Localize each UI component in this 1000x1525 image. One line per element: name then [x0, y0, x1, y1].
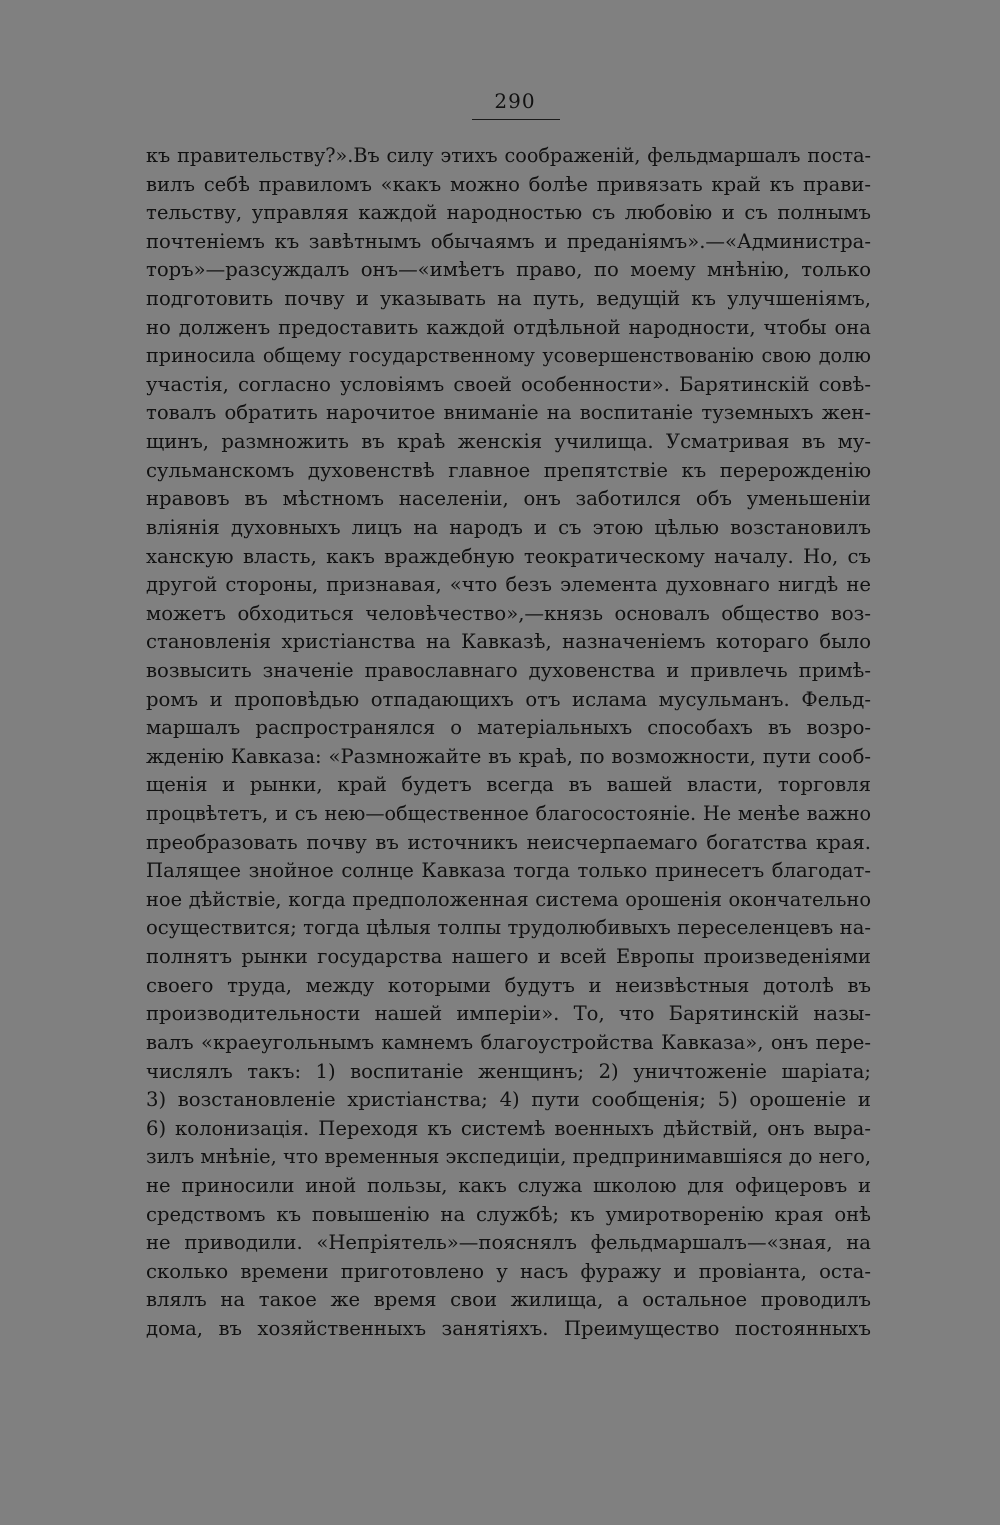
text-line: средствомъ къ повышенiю на службѣ; къ умиротворенiю края онѣ [146, 1202, 871, 1226]
text-line: участiя, согласно условiямъ своей особенности». Барятинскiй совѣ- [146, 372, 871, 396]
page-number: 290 [494, 89, 536, 113]
text-line: полнятъ рынки государства нашего и всей Европы произведенiями [146, 945, 871, 969]
text-line: числялъ такъ: 1) воспитанiе женщинъ; 2) уничтоженiе шарiата; [146, 1059, 871, 1083]
text-line: щенiя и рынки, край будетъ всегда въ вашей власти, торговля [146, 773, 871, 797]
text-line: зилъ мнѣнiе, что временныя экспедицiи, предпринимавшiяся до него, [146, 1145, 871, 1169]
text-line: ханскую власть, какъ враждебную теократическому началу. Но, съ [146, 544, 871, 568]
text-line: къ правительству?».Въ силу этихъ соображенiй, фельдмаршалъ поста- [146, 144, 871, 167]
text-line: тельству, управляя каждой народностью съ любовiю и съ полнымъ [146, 201, 871, 225]
text-line: нравовъ въ мѣстномъ населенiи, онъ заботился объ уменьшенiи [146, 487, 871, 511]
text-line: 6) колонизацiя. Переходя къ системѣ военныхъ дѣйствiй, онъ выра- [146, 1116, 871, 1140]
text-line: дома, въ хозяйственныхъ занятiяхъ. Преимущество постоянныхъ [146, 1316, 871, 1340]
text-line: сульманскомъ духовенствѣ главное препятствiе къ перерожденiю [146, 458, 871, 482]
page-number-rule [472, 119, 560, 120]
text-line: влiянiя духовныхъ лицъ на народъ и съ этою цѣлью возстановилъ [146, 515, 871, 539]
text-line: приносила общему государственному усовершенствованiю свою долю [146, 344, 871, 368]
text-line: валъ «краеугольнымъ камнемъ благоустройства Кавказа», онъ пере- [146, 1030, 871, 1054]
text-line: жденiю Кавказа: «Размножайте въ краѣ, по возможности, пути сооб- [146, 744, 871, 768]
text-line: почтенiемъ къ завѣтнымъ обычаямъ и преданiямъ».—«Администра- [146, 229, 871, 253]
text-line: ромъ и проповѣдью отпадающихъ отъ ислама мусульманъ. Фельд- [146, 687, 871, 711]
text-line: но долженъ предоставить каждой отдѣльной народности, чтобы она [146, 315, 871, 339]
text-line: возвысить значенiе православнаго духовенства и привлечь примѣ- [146, 658, 871, 682]
text-line: производительности нашей имперiи». То, что Барятинскiй назы- [146, 1002, 871, 1026]
text-line: преобразовать почву въ источникъ неисчерпаемаго богатства края. [146, 830, 871, 854]
text-line: не приводили. «Непрiятель»—пояснялъ фельдмаршалъ—«зная, на [146, 1231, 871, 1255]
text-line: подготовить почву и указывать на путь, ведущiй къ улучшенiямъ, [146, 287, 871, 311]
body-text [146, 142, 871, 1344]
text-line: осуществится; тогда цѣлыя толпы трудолюбивыхъ переселенцевъ на- [146, 916, 871, 940]
text-line: своего труда, между которыми будутъ и неизвѣстныя дотолѣ въ [146, 973, 871, 997]
text-line: Палящее знойное солнце Кавказа тогда только принесетъ благодат- [146, 859, 871, 883]
text-line: торъ»—разсуждалъ онъ—«имѣетъ право, по моему мнѣнiю, только [146, 258, 871, 282]
text-line: можетъ обходиться человѣчество»,—князь основалъ общество воз- [146, 601, 871, 625]
text-line: влялъ на такое же время свои жилища, а остальное проводилъ [146, 1288, 871, 1312]
text-line: становленiя христiанства на Кавказѣ, назначенiемъ котораго было [146, 630, 871, 654]
text-line: не приносили иной пользы, какъ служа школою для офицеровъ и [146, 1173, 871, 1197]
text-line: ное дѣйствiе, когда предположенная система орошенiя окончательно [146, 887, 871, 911]
text-line: 3) возстановленiе христiанства; 4) пути сообщенiя; 5) орошенiе и [146, 1088, 871, 1112]
text-line: товалъ обратить нарочитое вниманiе на воспитанiе туземныхъ жен- [146, 401, 871, 425]
text-line: процвѣтетъ, и съ нею—общественное благосостоянiе. Не менѣе важно [146, 802, 871, 826]
text-line: сколько времени приготовлено у насъ фуражу и провiанта, оста- [146, 1259, 871, 1283]
text-line: щинъ, размножить въ краѣ женскiя училища. Усматривая въ му- [146, 430, 871, 454]
text-line: маршалъ распространялся о матерiальныхъ способахъ въ возро- [146, 716, 871, 740]
text-line: другой стороны, признавая, «что безъ элемента духовнаго нигдѣ не [146, 573, 871, 597]
text-line: вилъ себѣ правиломъ «какъ можно болѣе привязать край къ прави- [146, 172, 871, 196]
